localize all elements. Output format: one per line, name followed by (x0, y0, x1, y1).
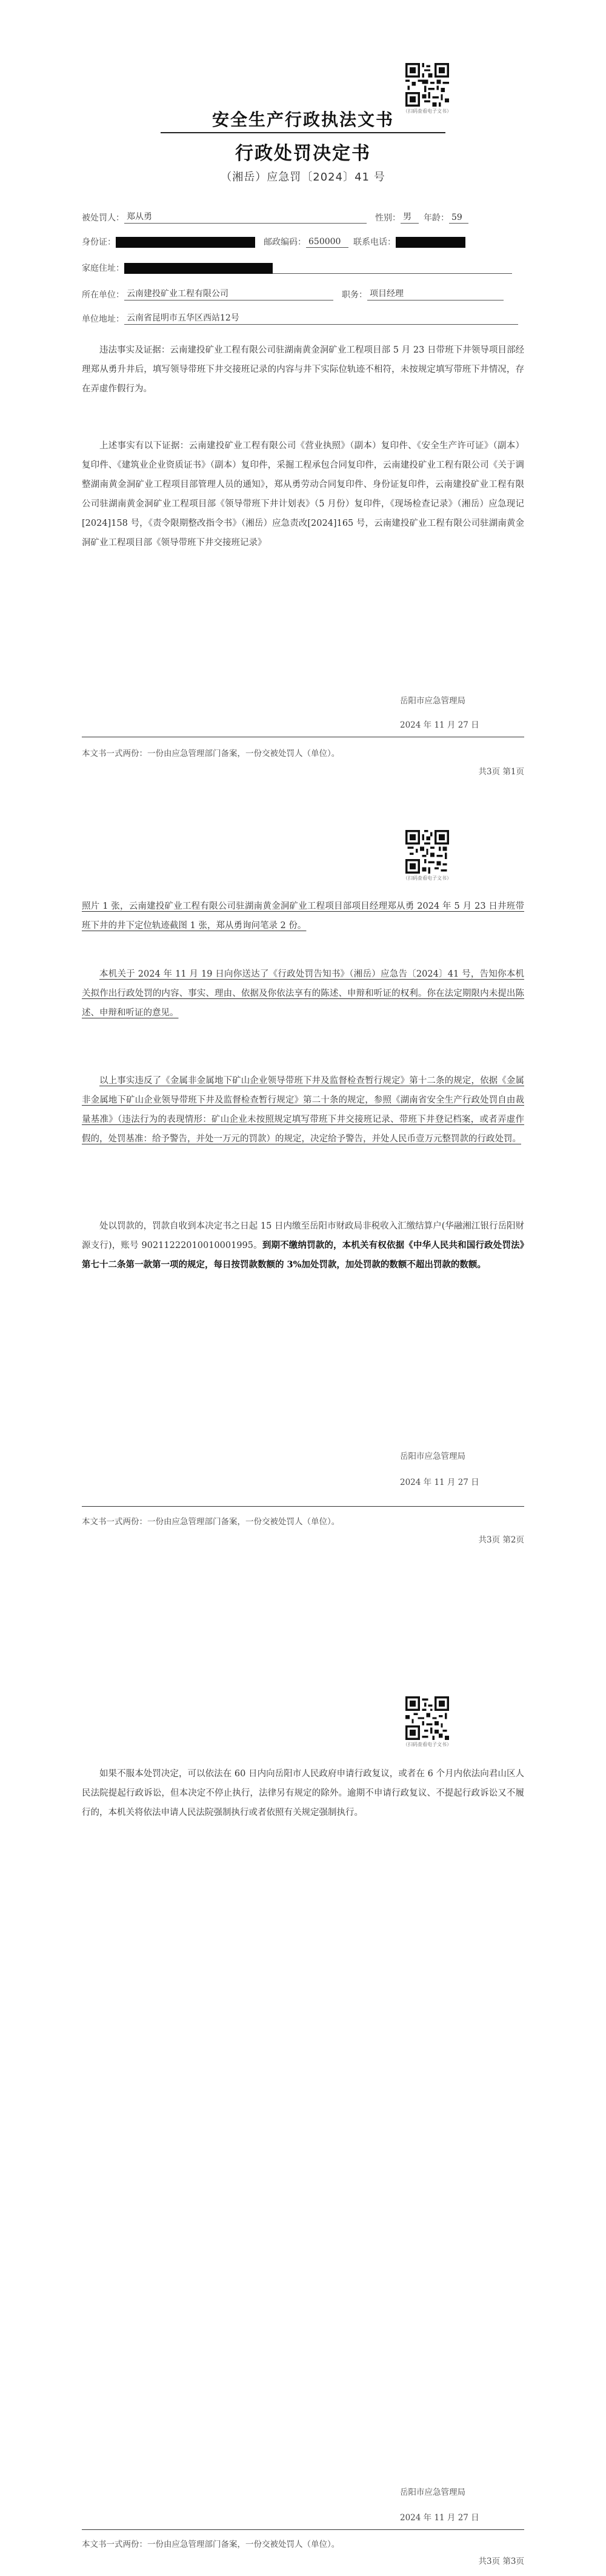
qr-code-icon (405, 63, 449, 107)
evidence-continued-paragraph (82, 897, 524, 935)
page-indicator: 共3页 第3页 (478, 2557, 524, 2566)
violation-facts-paragraph: 违法事实及证据：云南建投矿业工程有限公司驻湖南黄金洞矿业工程项目部 5 月 23 日带班下井领导项目部经理郑从勇升井后，填写领导带班下井交接班记录的内容与井下实际位轨迹不相符，未按规定填写带班下井情况，存在弄虚作假行为。 (82, 345, 524, 394)
unit-address-label: 单位地址： (82, 314, 124, 324)
unit-address-value: 云南省昆明市五华区西站12号 (124, 311, 518, 325)
gender-label: 性别： (375, 213, 401, 223)
qr-code-icon (405, 1696, 449, 1740)
document-page-3 (0, 1696, 606, 2576)
notice-paragraph (82, 964, 524, 1023)
footer-divider (82, 1506, 524, 1507)
footer-note: 本文书一式两份：一份由应急管理部门备案，一份交被处罚人（单位）。 (82, 2540, 340, 2549)
age-label: 年龄： (424, 213, 449, 223)
workplace-label: 所在单位： (82, 290, 124, 300)
field-row-id (82, 236, 465, 248)
workplace-value: 云南建投矿业工程有限公司 (124, 287, 333, 300)
page-indicator: 共3页 第1页 (478, 767, 524, 777)
late-penalty-clause: 到期不缴纳罚款的，本机关有权依据《中华人民共和国行政处罚法》第七十二条第一款第一项的规定，每日按罚款数额的 3%加处罚款，加处罚款的数额不超出罚款的数额。 (82, 1240, 524, 1270)
document-title-sub: 行政处罚决定书 (235, 143, 371, 164)
field-row-name (82, 210, 468, 224)
issuer-name: 岳阳市应急管理局 (400, 2488, 465, 2497)
footer-note: 本文书一式两份：一份由应急管理部门备案，一份交被处罚人（单位）。 (82, 1517, 340, 1527)
issue-date: 2024 年 11 月 27 日 (400, 1478, 479, 1487)
address-label: 家庭住址： (82, 264, 124, 273)
position-label: 职务： (342, 290, 367, 300)
appeal-rights-paragraph: 如果不服本处罚决定，可以依法在 60 日内向岳阳市人民政府申请行政复议，或者在 6 个月内依法向君山区人民法院提起行政诉讼，但本决定不停止执行，法律另有规定的除外。逾期不申请行政复议、不提起行政诉讼又不履行的，本机关将依法申请人民法院强制执行或者依照有关规定强制执行。 (82, 1769, 524, 1817)
phone-redaction (396, 237, 465, 248)
issue-date: 2024 年 11 月 27 日 (400, 2513, 479, 2523)
payment-paragraph (82, 1217, 524, 1275)
position-value: 项目经理 (367, 287, 504, 300)
payment-instructions: 处以罚款的，罚款自收到本决定书之日起 15 日内缴至岳阳市财政局非税收入汇缴结算户(华融湘江银行岳阳财源支行)，账号 90211222010010001995。 (82, 1221, 524, 1250)
phone-label: 联系电话： (353, 237, 396, 247)
qr-caption: （扫码查看电子文书） (403, 108, 451, 114)
document-page-2 (0, 830, 606, 1684)
gender-value: 男 (401, 210, 419, 224)
issue-date: 2024 年 11 月 27 日 (400, 720, 479, 730)
address-value (273, 263, 512, 274)
document-page-1 (0, 0, 606, 812)
age-value: 59 (449, 213, 468, 224)
field-row-workplace (82, 287, 504, 300)
id-label: 身份证： (82, 237, 116, 247)
qr-caption: （扫码查看电子文书） (403, 875, 451, 881)
issuer-name: 岳阳市应急管理局 (400, 1452, 465, 1461)
qr-code-block (400, 830, 454, 881)
field-row-address (82, 262, 512, 274)
page-separator (0, 812, 606, 830)
document-title-main: 安全生产行政执法文书 (211, 110, 394, 130)
legal-basis-paragraph (82, 1071, 524, 1149)
address-redaction (124, 263, 273, 274)
postcode-label: 邮政编码： (264, 237, 306, 247)
name-label: 被处罚人： (82, 213, 124, 223)
qr-caption: （扫码查看电子文书） (403, 1742, 451, 1747)
qr-code-block (400, 1696, 454, 1748)
title-divider (161, 132, 445, 133)
document-number: （湘岳）应急罚〔2024〕41 号 (221, 171, 385, 184)
field-row-unit-address (82, 311, 518, 325)
evidence-continued-text: 照片 1 张，云南建投矿业工程有限公司驻湖南黄金洞矿业工程项目部项目经理郑从勇 2024 年 5 月 23 日井班带班下井的井下定位轨迹截图 1 张，郑从勇询问笔录 2 份。 (82, 901, 524, 931)
footer-note: 本文书一式两份：一份由应急管理部门备案，一份交被处罚人（单位）。 (82, 749, 340, 759)
postcode-value: 650000 (306, 237, 348, 248)
issuer-name: 岳阳市应急管理局 (400, 696, 465, 706)
page-indicator: 共3页 第2页 (478, 1535, 524, 1545)
legal-basis-text: 以上事实违反了《金属非金属地下矿山企业领导带班下井及监督检查暂行规定》第十二条的规定，依据《金属非金属地下矿山企业领导带班下井及监督检查暂行规定》第二十条的规定，参照《湖南省安全生产行政处罚自由裁量基准》（违法行为的表现情形：矿山企业未按照规定填写带班下井交接班记录、带班下井登记档案，或者弄虚作假的，处罚基准：给予警告，并处一万元的罚款）的规定，决定给予警告，并处人民币壹万元整罚款的行政处罚。 (82, 1076, 524, 1144)
evidence-paragraph: 上述事实有以下证据：云南建投矿业工程有限公司《营业执照》（副本）复印件、《安全生产许可证》（副本）复印件、《建筑业企业资质证书》（副本）复印件，采掘工程承包合同复印件，云南建投矿业工程有限公司《关于调整湖南黄金洞矿业工程项目部管理人员的通知》，郑从勇劳动合同复印件、身份证复印件，云南建投矿业工程有限公司驻湖南黄金洞矿业工程项目部《领导带班下井计划表》（5 月份）复印件，《现场检查记录》（湘岳）应急现记[2024]158 号，《责令限期整改指令书》（湘岳）应急责改[2024]165 号，云南建投矿业工程有限公司驻湖南黄金洞矿业工程项目部《领导带班下井交接班记录》 (82, 441, 524, 548)
footer-divider (82, 2529, 524, 2530)
name-value: 郑从勇 (124, 210, 367, 224)
qr-code-icon (405, 830, 449, 874)
id-redaction (116, 237, 255, 248)
notice-text: 本机关于 2024 年 11 月 19 日向你送达了《行政处罚告知书》（湘岳）应急告〔2024〕41 号，告知你本机关拟作出行政处罚的内容、事实、理由、依据及你依法享有的陈述、申辩和听证的权利。你在法定期限内未提出陈述、申辩和听证的意见。 (82, 969, 524, 1018)
